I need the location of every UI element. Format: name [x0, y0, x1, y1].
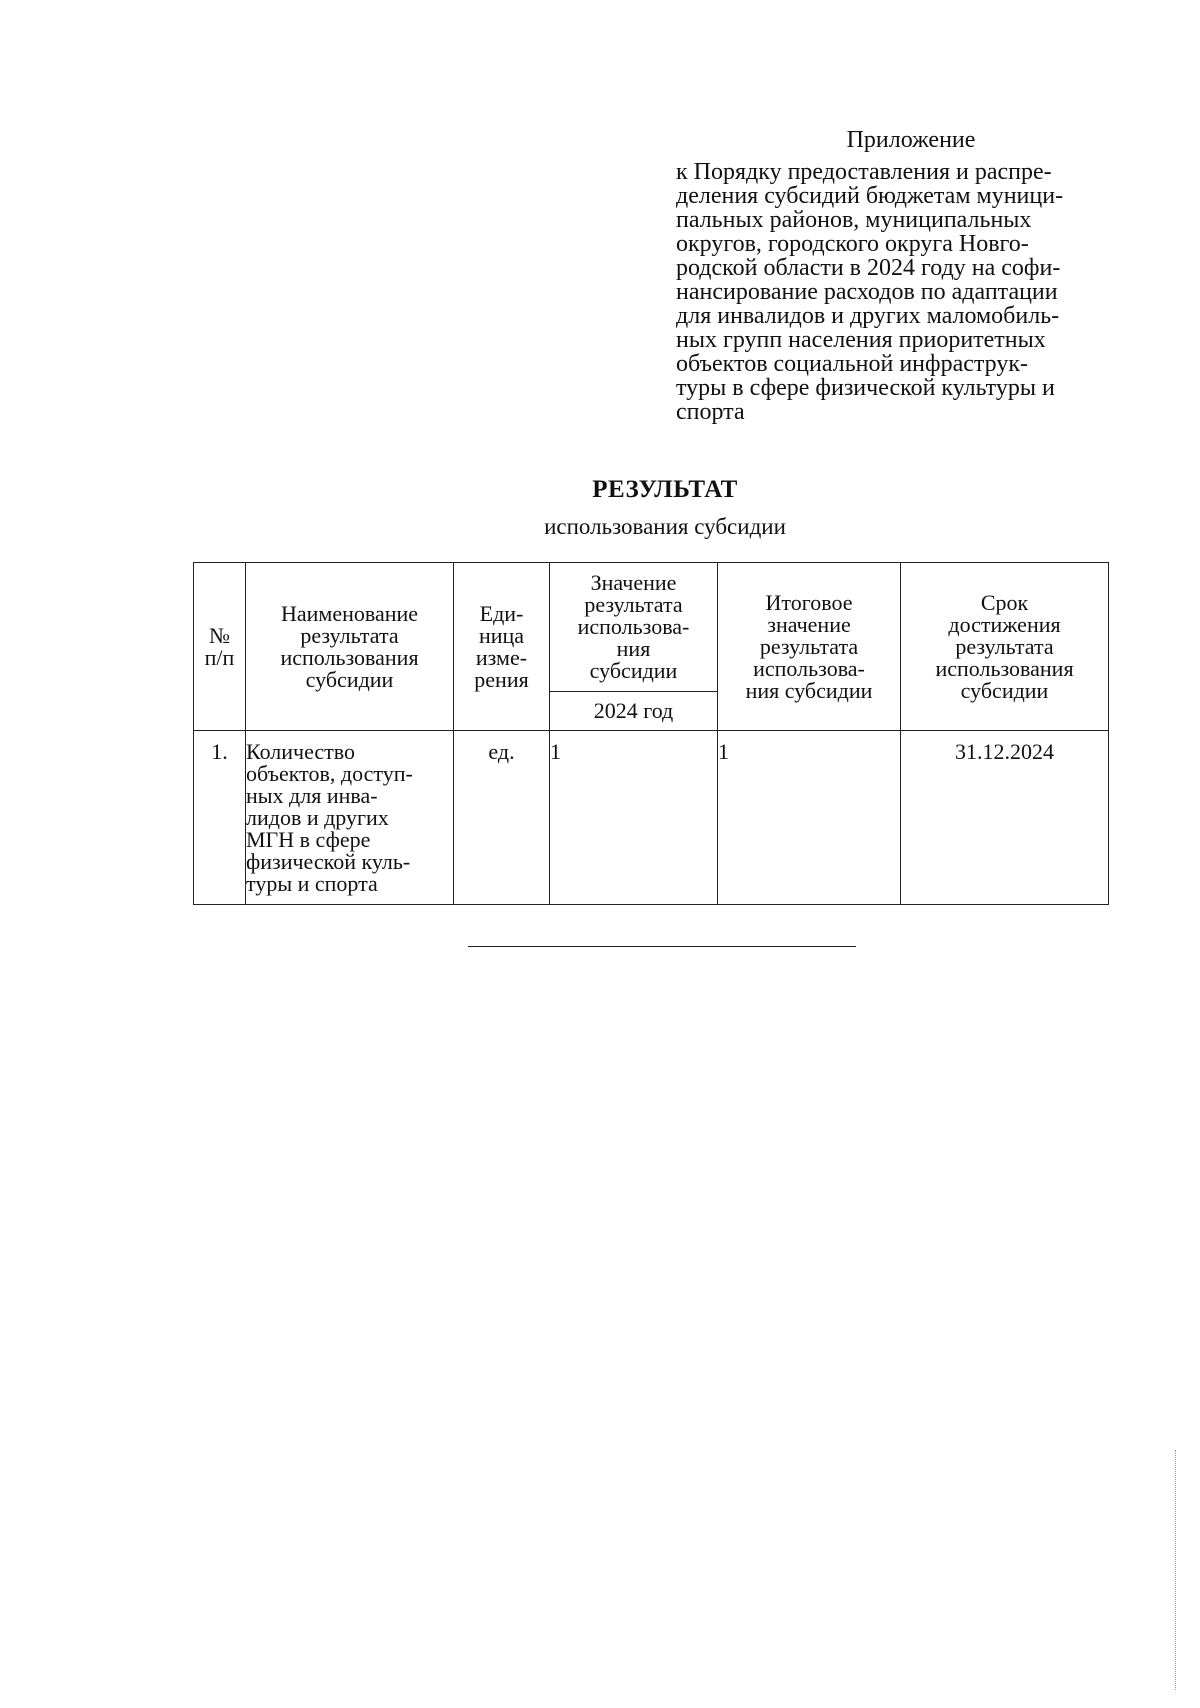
text-line: ница [478, 622, 525, 648]
text-line: лидов и других [246, 805, 389, 830]
text-line: Еди- [479, 600, 524, 626]
text-line: объектов социальной инфраструк- [676, 351, 1028, 377]
text-line: использования [280, 644, 419, 670]
text-line: родской области в 2024 году на софи- [676, 255, 1061, 281]
text-line: деления субсидий бюджетам муници- [676, 183, 1064, 209]
document-subtitle: использования субсидии [544, 514, 786, 539]
document-title: РЕЗУЛЬТАТ [592, 476, 738, 503]
header-date [901, 563, 1109, 731]
text-line: ния [616, 636, 651, 661]
cell-unit: ед. [454, 731, 550, 905]
cell-total: 1 [718, 731, 901, 905]
text-line: округов, городского округа Новго- [676, 231, 1029, 257]
header-total [718, 563, 901, 731]
text-line: физической куль- [246, 849, 411, 874]
results-table [193, 562, 1109, 905]
text-line: результата [955, 633, 1054, 659]
text-line: изме- [475, 644, 528, 670]
text-line: туры в сфере физической культуры и [676, 375, 1055, 401]
text-line: № [209, 622, 230, 648]
cell-num: 1. [194, 731, 246, 905]
appendix-label: Приложение [846, 127, 976, 153]
text-line: ния субсидии [745, 677, 873, 703]
text-line: использова- [753, 655, 865, 681]
text-line: достижения [948, 611, 1061, 637]
text-line: результата [584, 592, 683, 617]
text-line: субсидии [589, 658, 678, 683]
text-line: ных групп населения приоритетных [676, 327, 1046, 353]
text-line: МГН в сфере [246, 827, 371, 852]
text-line: для инвалидов и других маломобиль- [676, 303, 1060, 329]
text-line: п/п [204, 644, 235, 670]
text-line: пальных районов, муниципальных [676, 207, 1032, 233]
text-line: значение [767, 611, 851, 637]
cell-name [246, 731, 454, 905]
text-line: использова- [577, 614, 690, 639]
text-line: туры и спорта [246, 871, 378, 896]
text-line: к Порядку предоставления и распре- [676, 159, 1052, 185]
text-line: спорта [676, 399, 745, 425]
header-value-year: 2024 год [550, 692, 718, 731]
text-line: ных для инва- [246, 783, 378, 808]
appendix-text [676, 160, 1146, 424]
text-line: Количество [246, 739, 356, 764]
header-value [550, 563, 718, 692]
closing-rule [468, 946, 856, 947]
appendix-caption [676, 128, 1146, 424]
header-unit [454, 563, 550, 731]
text-line: Значение [590, 570, 677, 595]
text-line: результата [759, 633, 859, 659]
text-line: результата [300, 622, 399, 648]
text-line: рения [474, 666, 529, 692]
header-num [194, 563, 246, 731]
scan-edge-mark [1175, 1450, 1176, 1690]
text-line: субсидии [960, 677, 1049, 703]
text-line: Срок [980, 589, 1029, 615]
cell-value: 1 [550, 731, 718, 905]
text-line: субсидии [305, 666, 394, 692]
text-line: нансирование расходов по адаптации [676, 279, 1058, 305]
text-line: Итоговое [765, 589, 853, 615]
text-line: объектов, доступ- [246, 761, 413, 786]
text-line: использования [935, 655, 1074, 681]
text-line: Наименование [280, 600, 419, 626]
header-name [246, 563, 454, 731]
table-row [194, 731, 1109, 905]
cell-date: 31.12.2024 [901, 731, 1109, 905]
